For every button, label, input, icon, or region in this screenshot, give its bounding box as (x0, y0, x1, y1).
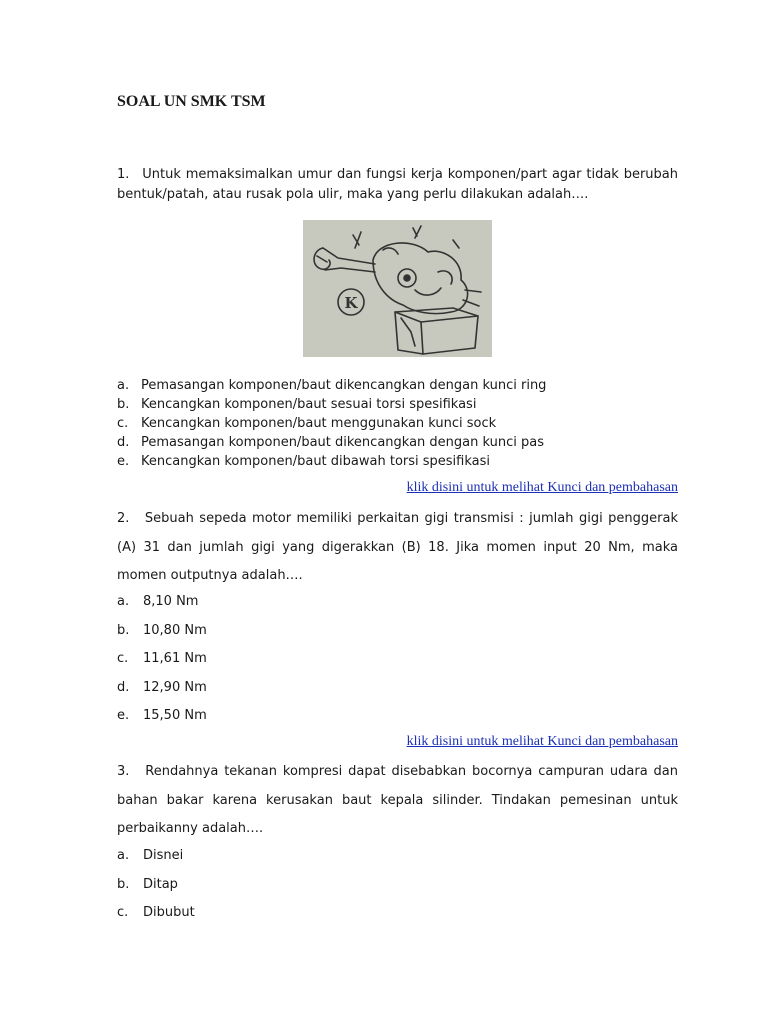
question-text: Rendahnya tekanan kompresi dapat disebabkan bocornya campuran udara dan bahan bakar karena kerusakan baut kepala silinder. Tindakan pemesinan untuk perbaikanny adalah…. (117, 764, 678, 836)
option-item (117, 395, 546, 414)
option-letter: d. (117, 679, 130, 695)
option-item (117, 674, 207, 703)
question-3-options (117, 842, 195, 928)
option-letter: a. (117, 378, 130, 393)
option-letter: d. (117, 435, 130, 450)
question-1 (117, 165, 678, 205)
question-illustration (303, 220, 492, 357)
option-text: Kencangkan komponen/baut dibawah torsi spesifikasi (141, 454, 491, 469)
option-text: 15,50 Nm (143, 708, 207, 723)
option-text: Pemasangan komponen/baut dikencangkan dengan kunci ring (141, 378, 547, 393)
wrench-cartoon-illustration (303, 220, 492, 357)
option-letter: a. (117, 848, 130, 863)
option-letter: b. (117, 397, 130, 412)
option-letter: b. (117, 622, 130, 638)
option-text: 8,10 Nm (143, 594, 199, 609)
option-letter: c. (117, 416, 129, 431)
option-item (117, 842, 195, 871)
option-item (117, 414, 546, 433)
option-item (117, 645, 207, 674)
option-text: 11,61 Nm (143, 651, 207, 666)
option-item (117, 702, 207, 731)
question-number: 2. (117, 511, 130, 526)
option-item (117, 588, 207, 617)
option-item (117, 433, 546, 452)
option-text: 10,80 Nm (143, 622, 207, 638)
option-text: Dibubut (143, 905, 195, 920)
option-text: Disnei (143, 848, 184, 863)
option-text: Kencangkan komponen/baut sesuai torsi spesifikasi (141, 397, 477, 412)
option-item (117, 376, 546, 395)
option-letter: b. (117, 876, 130, 892)
question-3 (117, 758, 678, 844)
question-1-options (117, 376, 546, 471)
option-text: 12,90 Nm (143, 679, 207, 695)
answer-key-link-2[interactable]: klik disini untuk melihat Kunci dan pembahasan (406, 734, 678, 749)
option-letter: c. (117, 651, 129, 666)
question-number: 1. (117, 167, 130, 182)
figure-k-label: K (344, 294, 358, 312)
question-2 (117, 505, 678, 591)
question-number: 3. (117, 764, 130, 779)
option-item (117, 452, 546, 471)
option-letter: c. (117, 905, 129, 920)
option-letter: a. (117, 594, 130, 609)
option-item (117, 899, 195, 928)
page-title: SOAL UN SMK TSM (117, 93, 266, 110)
question-text: Sebuah sepeda motor memiliki perkaitan gigi transmisi : jumlah gigi penggerak (A) 31 dan jumlah gigi yang digerakkan (B) 18. Jika momen input 20 Nm, maka momen outputnya adalah…. (117, 511, 678, 583)
option-text: Kencangkan komponen/baut menggunakan kunci sock (141, 416, 497, 431)
option-text: Pemasangan komponen/baut dikencangkan dengan kunci pas (141, 435, 544, 450)
option-letter: e. (117, 708, 130, 723)
answer-key-link-1[interactable]: klik disini untuk melihat Kunci dan pembahasan (406, 480, 678, 495)
option-item (117, 871, 195, 900)
option-text: Ditap (143, 876, 178, 892)
question-text: Untuk memaksimalkan umur dan fungsi kerja komponen/part agar tidak berubah bentuk/patah, atau rusak pola ulir, maka yang perlu dilakukan adalah…. (117, 167, 678, 202)
option-letter: e. (117, 454, 130, 469)
question-2-options (117, 588, 207, 731)
option-item (117, 617, 207, 646)
